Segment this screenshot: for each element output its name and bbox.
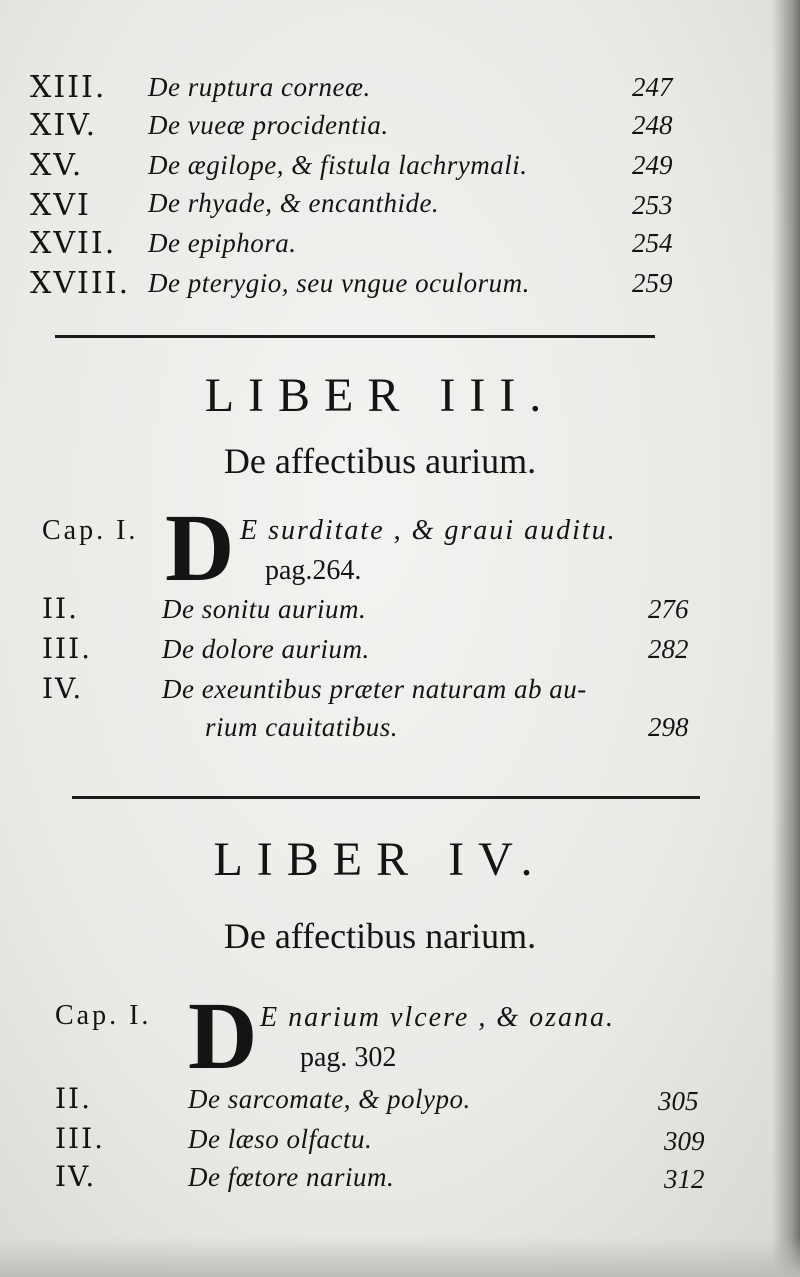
chapter-title: De epiphora. — [148, 228, 297, 258]
chapter-title: De rhyade, & encanthide. — [148, 188, 440, 218]
chapter-number: III. — [55, 1122, 106, 1155]
chapter-number: IV. — [42, 672, 84, 705]
chapter-number: XVI — [30, 188, 91, 223]
section-rule — [55, 335, 655, 338]
chapter-title: De pterygio, seu vngue oculorum. — [148, 268, 530, 298]
page-number: 259 — [632, 268, 673, 298]
book-heading: LIBER III. — [204, 369, 556, 422]
page-number: 305 — [658, 1086, 699, 1116]
chapter-number: II. — [55, 1082, 93, 1115]
chapter-number: XVII. — [30, 226, 117, 261]
page-number: 282 — [648, 634, 689, 664]
chapter-label: Cap. I. — [55, 1000, 152, 1031]
chapter-number: XIV. — [30, 108, 98, 143]
book-heading: LIBER IV. — [213, 833, 547, 886]
chapter-number: II. — [42, 592, 80, 625]
chapter-number: XIII. — [30, 70, 107, 105]
drop-capital: D — [188, 982, 258, 1089]
chapter-title: De sarcomate, & polypo. — [188, 1084, 471, 1114]
chapter-number: XV. — [30, 148, 84, 183]
chapter-label: Cap. I. — [42, 515, 139, 546]
page-number: 253 — [632, 190, 673, 220]
page-number: 248 — [632, 110, 673, 140]
drop-capital: D — [165, 494, 235, 601]
chapter-title: De ægilope, & fistula lachrymali. — [148, 150, 528, 180]
chapter-title: De sonitu aurium. — [162, 594, 367, 624]
page-number: 276 — [648, 594, 689, 624]
page-number: 247 — [632, 72, 673, 102]
page-number: 298 — [648, 712, 689, 742]
chapter-title-continued: rium cauitatibus. — [205, 712, 399, 742]
page-edge-shadow — [772, 0, 800, 1277]
chapter-title: E narium vlcere , & ozana. — [260, 1002, 616, 1033]
chapter-title: De læso olfactu. — [188, 1124, 373, 1154]
chapter-title: E surditate , & graui auditu. — [240, 515, 617, 546]
page-number: 249 — [632, 150, 673, 180]
page-reference: pag. 302 — [300, 1042, 397, 1073]
book-subtitle: De affectibus aurium. — [223, 441, 537, 481]
chapter-title: De exeuntibus præter naturam ab au- — [162, 674, 587, 704]
book-subtitle: De affectibus narium. — [223, 916, 537, 956]
chapter-title: De fœtore narium. — [188, 1162, 395, 1192]
chapter-number: IV. — [55, 1160, 97, 1193]
chapter-title: De vueæ procidentia. — [148, 110, 389, 140]
page-number: 312 — [664, 1164, 705, 1194]
chapter-title: De dolore aurium. — [162, 634, 370, 664]
chapter-number: III. — [42, 632, 93, 665]
chapter-title: De ruptura corneæ. — [148, 72, 371, 102]
section-rule — [72, 796, 700, 799]
page-number: 254 — [632, 228, 673, 258]
page-number: 309 — [664, 1126, 705, 1156]
page-bottom-shadow — [0, 1237, 800, 1277]
page-reference: pag.264. — [265, 555, 362, 586]
chapter-number: XVIII. — [30, 266, 131, 301]
